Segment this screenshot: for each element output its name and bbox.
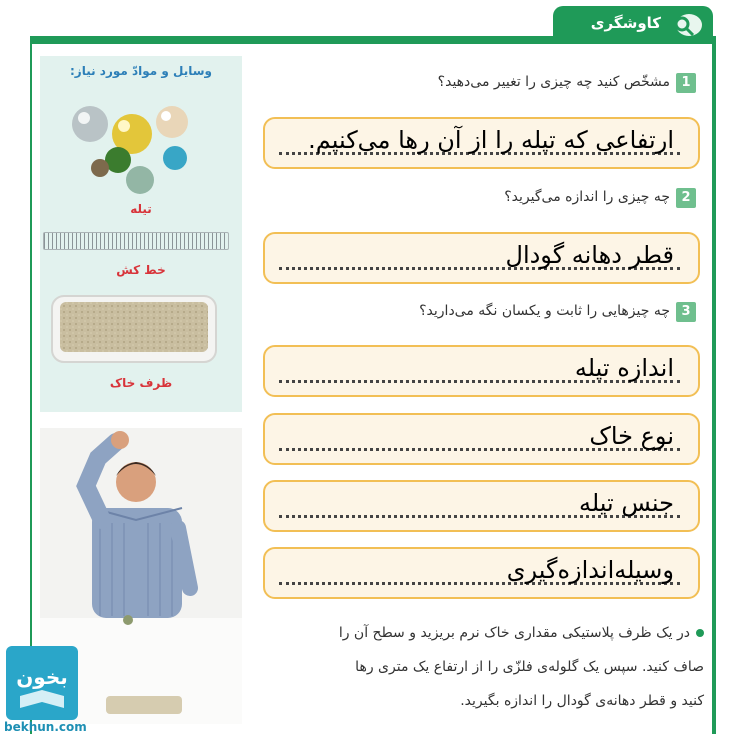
- answer-box-3[interactable]: [263, 345, 700, 397]
- watermark-text: bekhun.com: [4, 720, 87, 734]
- question-text: چه چیزهایی را ثابت و یکسان نگه می‌دارید؟: [419, 303, 670, 319]
- question-number: 2: [676, 188, 696, 208]
- question-text: چه چیزی را اندازه می‌گیرید؟: [504, 189, 670, 205]
- book-icon: [6, 646, 78, 720]
- answer-box-5[interactable]: [263, 480, 700, 532]
- materials-title: وسایل و موادّ مورد نیاز:: [69, 64, 212, 78]
- magnifier-icon: [667, 11, 703, 39]
- ruler-label: خط کش: [116, 263, 166, 277]
- watermark: [0, 646, 122, 740]
- answer-text: وسیله‌اندازه‌گیری: [506, 556, 674, 584]
- instructions-paragraph: [268, 616, 704, 718]
- answer-text: قطر دهانه گودال: [505, 241, 674, 269]
- section-title: کاوشگری: [590, 14, 661, 32]
- answer-box-2[interactable]: [263, 232, 700, 284]
- question-3: [419, 302, 696, 322]
- answer-text: نوع خاک: [589, 422, 674, 450]
- ruler-image: [43, 232, 229, 250]
- instructions-line-2: صاف کنید. سپس یک گلوله‌ی فلزّی را از ارتفاع یک متری رها: [355, 659, 704, 675]
- answer-text: اندازه تیله: [574, 354, 674, 382]
- question-2: [504, 188, 696, 208]
- soil-tray-image: [50, 292, 218, 366]
- instructions-line-1: در یک ظرف پلاستیکی مقداری خاک نرم بریزید و سطح آن را: [338, 625, 690, 641]
- instructions-line-3: کنید و قطر دهانه‌ی گودال را اندازه بگیرید.: [460, 693, 704, 709]
- answer-text: ارتفاعی که تیله را از آن رها می‌کنیم.: [308, 126, 674, 154]
- answer-box-1[interactable]: [263, 117, 700, 169]
- question-number: 3: [676, 302, 696, 322]
- bullet-icon: [696, 629, 704, 637]
- question-text: مشخّص کنید چه چیزی را تغییر می‌دهید؟: [437, 74, 670, 90]
- watermark-logo: [6, 646, 78, 720]
- question-number: 1: [676, 73, 696, 93]
- question-1: [438, 73, 696, 93]
- section-tab: [553, 6, 713, 44]
- answer-box-6[interactable]: [263, 547, 700, 599]
- watermark-logo-text: بخون: [16, 665, 68, 689]
- tray-label: ظرف خاک: [109, 376, 173, 390]
- answer-box-4[interactable]: [263, 413, 700, 465]
- marbles-label: تیله: [130, 202, 152, 216]
- answer-text: جنس تیله: [578, 489, 674, 517]
- marbles-image: [60, 98, 200, 198]
